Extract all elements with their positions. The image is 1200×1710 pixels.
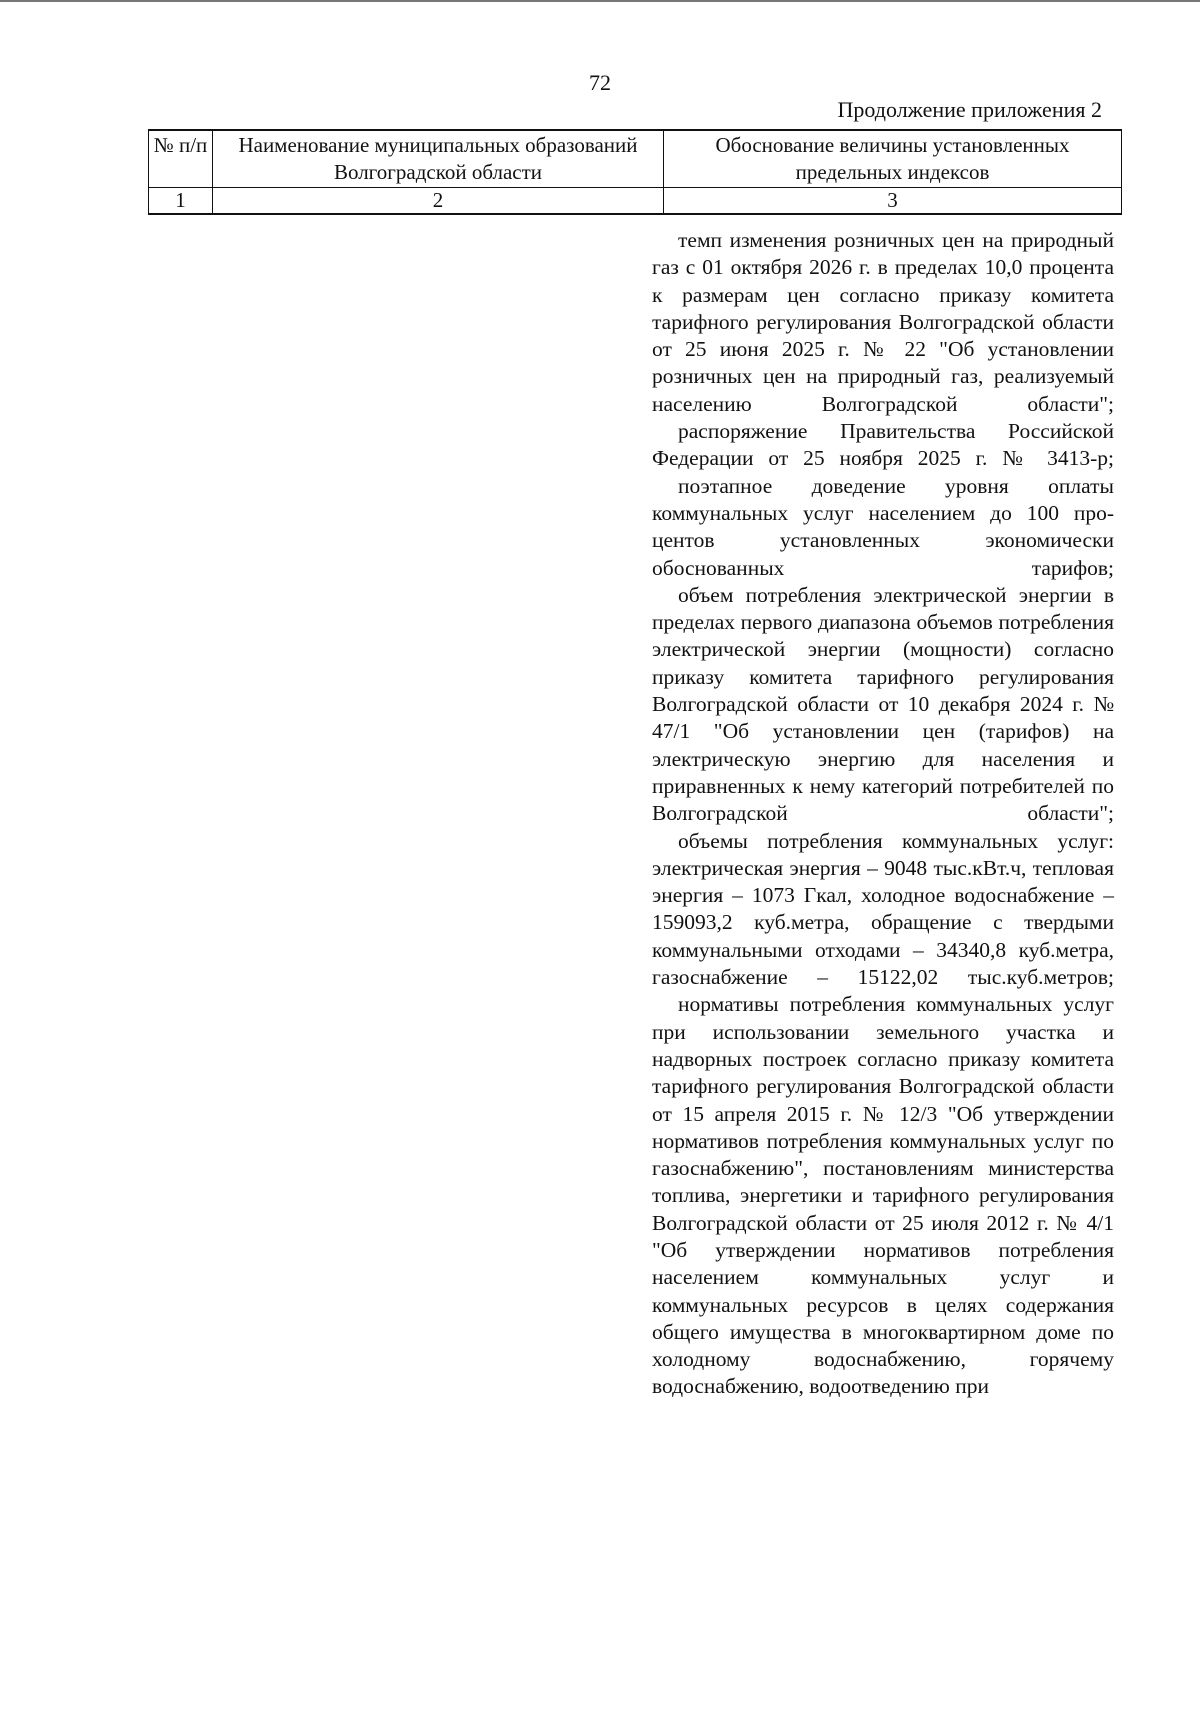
text-line: на природный газ с 01 октября <box>652 228 1115 280</box>
text-line: от 25 июля 2012 г. № 4/1 "Об утверждении <box>652 1210 1114 1262</box>
text-line: газоснабжение – 15122,02 тыс.куб.метров; <box>652 965 1114 990</box>
text-line: нормативы потребления коммунальных <box>678 992 1053 1017</box>
paragraph-utility-volumes <box>652 828 1114 992</box>
text-line: тепловая энергия – 1073 Гкал, холодное <box>652 855 1114 908</box>
table-header-row <box>149 130 1122 188</box>
text-line: имущества в многоквартирном доме <box>729 1319 1081 1344</box>
text-line: по холодному водоснабжению, горячему <box>652 1319 1114 1372</box>
text-line: обоснованных тарифов; <box>652 555 1114 580</box>
text-line: "Об утверждении нормативов потребления <box>652 1101 1115 1153</box>
text-line: ресурсов в целях содержания общего <box>652 1292 1114 1344</box>
text-line: тарифного регулирования Волгоградской <box>652 309 1035 334</box>
text-line: поэтапное доведение уровня оплаты <box>678 473 1114 498</box>
text-line: Волгоградской области"; <box>821 391 1115 416</box>
text-line: потребителей по Волгоградской области"; <box>652 773 1115 826</box>
text-line: услуг при использовании земельного <box>652 992 1114 1044</box>
text-line: объемов потребления электрической <box>652 610 1114 662</box>
text-line: коммунальных услуг и коммунальных <box>652 1265 1114 1317</box>
paragraph-consumption-norms <box>652 991 1114 1400</box>
text-line: приказу комитета тарифного <box>652 1046 1115 1099</box>
table-column-numbers-row <box>149 188 1122 215</box>
text-line: темп изменения розничных цен <box>678 228 975 252</box>
text-line: энергии (мощности) согласно приказу <box>652 637 1114 689</box>
text-line: обращение с твердыми коммунальными <box>652 910 1115 962</box>
text-line: энергетики и тарифного <box>740 1183 970 1208</box>
text-line: регулирования Волгоградской области <box>652 1183 1114 1235</box>
header-municipality-name: Наименование муниципальных образований Волгоградской области <box>213 130 664 188</box>
paragraph-gas-price-rate <box>652 227 1114 418</box>
text-line: Волгоградской области от 10 декабря 2024 г. <box>652 692 1085 717</box>
header-row-number: № п/п <box>149 130 213 188</box>
text-line: и приравненных к нему категорий <box>652 746 1114 798</box>
text-line: водоснабжению, водоотведению при <box>652 1374 989 1399</box>
text-line: объемы потребления коммунальных услуг: <box>678 828 1114 853</box>
text-line: 2026 г. в пределах 10,0 процента <box>809 255 1115 280</box>
text-line: коммунальных услуг по газоснабжению", <box>652 1128 1114 1181</box>
text-line: комитета тарифного регулирования <box>749 664 1114 689</box>
text-line: отходами – 34340,8 куб.метра, <box>815 937 1115 962</box>
text-line: распоряжение Правительства Российской <box>678 419 1114 444</box>
paragraph-electric-energy-volume <box>652 582 1114 828</box>
text-line: энергии в пределах первого диапазона <box>652 582 1115 635</box>
column-number-3: 3 <box>664 188 1122 215</box>
paragraph-payment-level <box>652 473 1114 582</box>
text-line: № 47/1 "Об установлении цен (тарифов) <box>652 692 1115 744</box>
text-line: нормативов потребления населением <box>652 1237 1114 1290</box>
text-line: электрическая энергия – 9048 тыс.кВт.ч, <box>652 855 1027 880</box>
appendix-table-header <box>148 129 1122 215</box>
text-line: водоснабжение – 159093,2 куб.метра, <box>652 883 1114 935</box>
text-line: центов установленных экономически <box>652 528 1114 553</box>
scan-top-edge <box>0 0 1200 2</box>
column-number-2: 2 <box>213 188 664 215</box>
text-line: регулирования Волгоградской области <box>756 1074 1115 1099</box>
text-line: на природный газ, реализуемый населению <box>652 364 1115 416</box>
text-line: коммунальных услуг населением до 100 про- <box>652 500 1114 525</box>
text-line: постановлениям министерства топлива, <box>652 1156 1114 1208</box>
text-line: "Об установлении розничных цен <box>652 337 1114 389</box>
column-number-1: 1 <box>149 188 213 215</box>
text-line: к размерам цен согласно приказу комитета <box>652 282 1114 307</box>
header-justification: Обоснование величины установленных предельных индексов <box>664 130 1122 188</box>
text-line: на электрическую энергию для населения <box>652 719 1114 771</box>
text-line: от 15 апреля 2015 г. № 12/3 <box>652 1101 938 1126</box>
text-line: области от 25 июня 2025 г. № 22 <box>652 309 1114 362</box>
appendix-continuation-label: Продолжение приложения 2 <box>837 97 1102 122</box>
text-line: участка и надворных построек согласно <box>652 1019 1115 1071</box>
text-line: объем потребления электрической <box>678 582 1007 607</box>
justification-text <box>652 227 1114 1401</box>
page-number: 72 <box>589 70 611 95</box>
paragraph-government-order <box>652 418 1114 473</box>
text-line: Федерации от 25 ноября 2025 г. № 3413-р; <box>652 446 1114 471</box>
